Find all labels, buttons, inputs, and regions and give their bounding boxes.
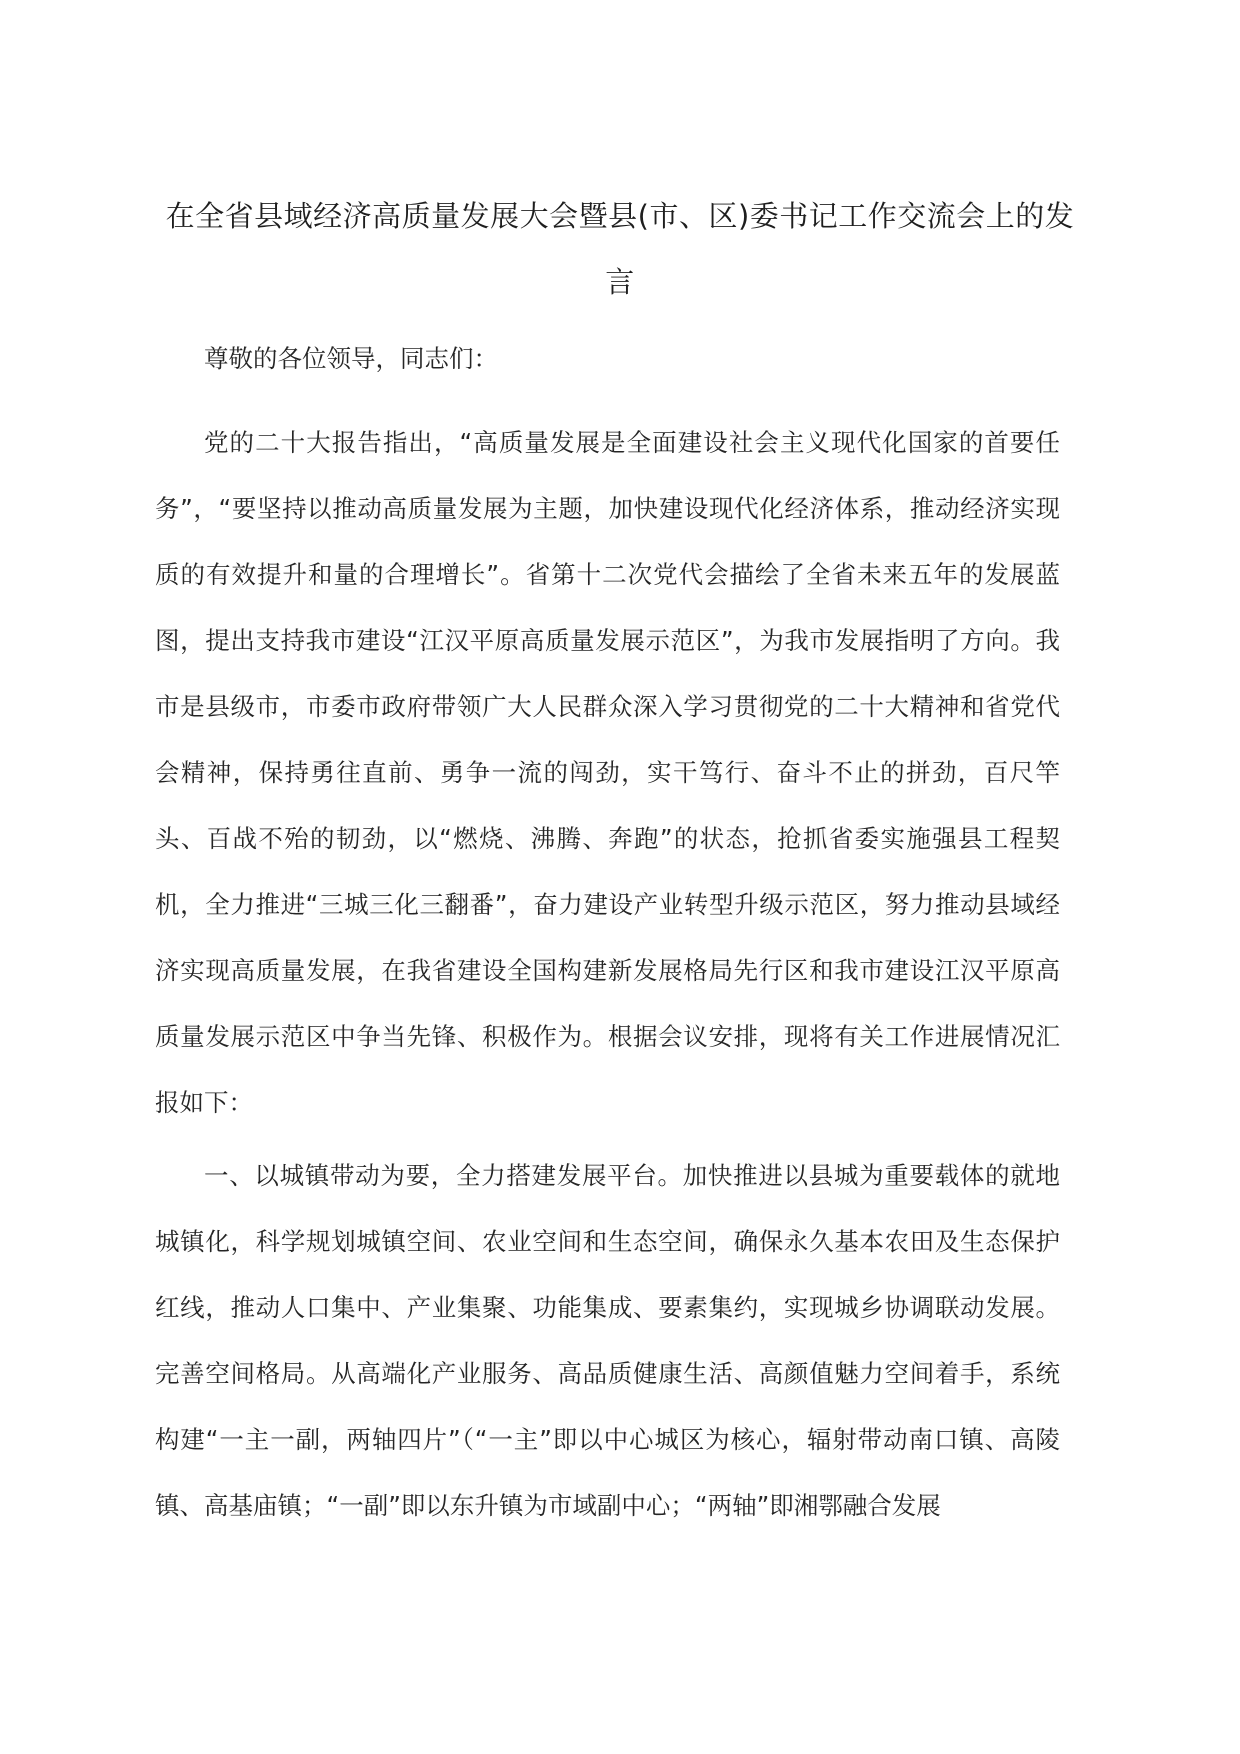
document-title: 在全省县域经济高质量发展大会暨县(市、区)委书记工作交流会上的发言	[165, 199, 1075, 299]
salutation: 尊敬的各位领导，同志们：	[204, 344, 498, 373]
paragraph-section-1: 一、以城镇带动为要，全力搭建发展平台。加快推进以县城为重要载体的就地城镇化，科学规划城镇空间、农业空间和生态空间，确保永久基本农田及生态保护红线，推动人口集中、产业集聚、功能集成、要素集约，实现城乡协调联动发展。完善空间格局。从高端化产业服务、高品质健康生活、高颜值魅力空间着手，系统构建“一主一副，两轴四片”（“一主”即以中心城区为核心，辐射带动南口镇、高陵镇、高基庙镇；“一副”即以东升镇为市域副中心；“两轴”即湘鄂融合发展	[155, 1161, 1060, 1520]
paragraph-intro: 党的二十大报告指出，“高质量发展是全面建设社会主义现代化国家的首要任务”，“要坚持以推动高质量发展为主题，加快建设现代化经济体系，推动经济实现质的有效提升和量的合理增长”。省第十二次党代会描绘了全省未来五年的发展蓝图，提出支持我市建设“江汉平原高质量发展示范区”，为我市发展指明了方向。我市是县级市，市委市政府带领广大人民群众深入学习贯彻党的二十大精神和省党代会精神，保持勇往直前、勇争一流的闯劲，实干笃行、奋斗不止的拼劲，百尺竿头、百战不殆的韧劲，以“燃烧、沸腾、奔跑”的状态，抢抓省委实施强县工程契机，全力推进“三城三化三翻番”，奋力建设产业转型升级示范区，努力推动县域经济实现高质量发展，在我省建设全国构建新发展格局先行区和我市建设江汉平原高质量发展示范区中争当先锋、积极作为。根据会议安排，现将有关工作进展情况汇报如下：	[155, 428, 1060, 1117]
